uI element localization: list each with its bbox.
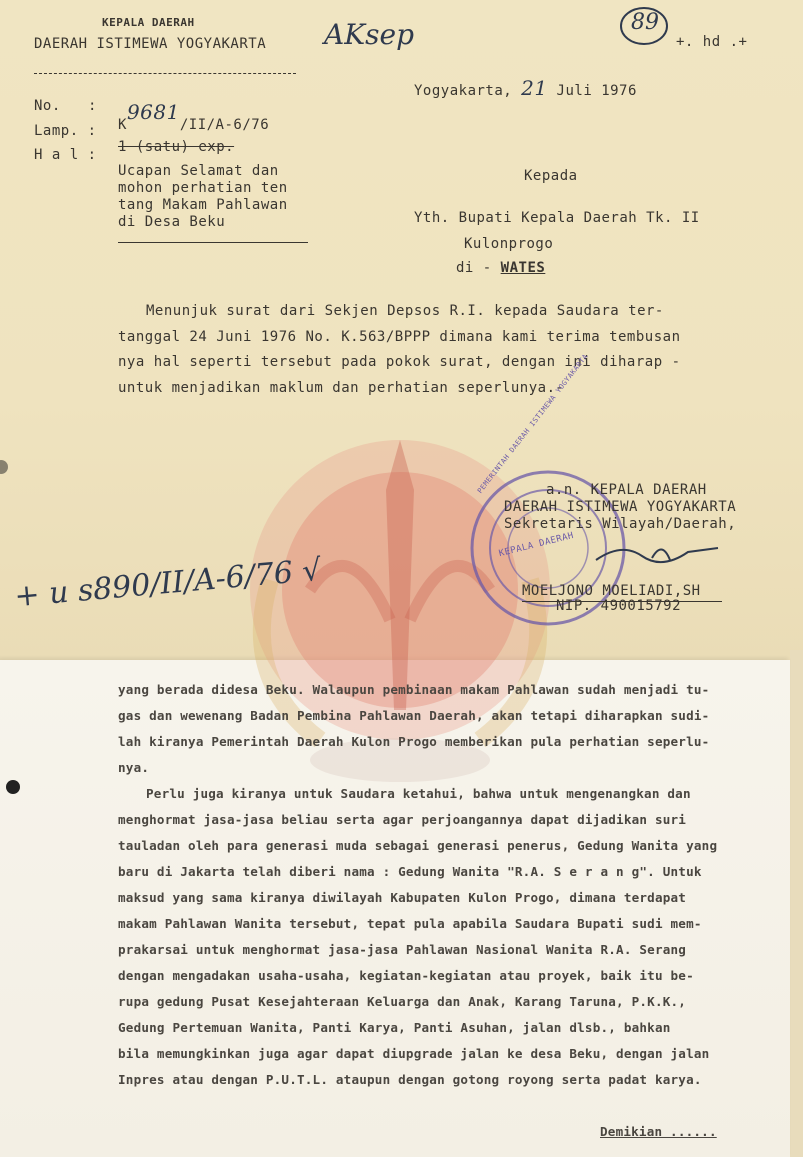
- lamp-label: Lamp. :: [34, 123, 97, 139]
- signatory-nip: NIP. 490015792: [556, 598, 682, 614]
- page2-line: prakarsai untuk menghormat jasa-jasa Pahlawan Nasional Wanita R.A. Serang: [118, 942, 687, 957]
- handwritten-note: AKsep: [324, 18, 415, 51]
- stamp-ring-text: PEMERINTAH DAERAH ISTIMEWA YOGYAKARTA: [476, 352, 590, 495]
- page2-line: Gedung Pertemuan Wanita, Panti Karya, Panti Asuhan, jalan dlsb., bahkan: [118, 1020, 671, 1035]
- top-right-mark: +. hd .+: [676, 34, 748, 50]
- signatory-name: MOELJONO MOELIADI,SH: [522, 583, 701, 599]
- reference-number: K9681/II/A-6/76: [118, 100, 270, 133]
- page2-line: makam Pahlawan Wanita tersebut, tepat pula apabila Saudara Bupati sudi mem-: [118, 916, 702, 931]
- page2-line: dengan mengadakan usaha-usaha, kegiatan-kegiatan atau proyek, baik itu be-: [118, 968, 694, 983]
- body-paragraph-line: nya hal seperti tersebut pada pokok surat, dengan ini diharap -: [118, 354, 681, 370]
- lamp-value: 1 (satu) exp.: [118, 139, 235, 155]
- hal-line: di Desa Beku: [118, 214, 226, 230]
- recipient-line-2: Kulonprogo: [464, 236, 554, 252]
- page2-line: maksud yang sama kiranya diwilayah Kabupaten Kulon Progo, dimana terdapat: [118, 890, 687, 905]
- recipient-line-1: Yth. Bupati Kepala Daerah Tk. II: [414, 210, 700, 226]
- page2-line: baru di Jakarta telah diberi nama : Gedung Wanita "R.A. S e r a n g". Untuk: [118, 864, 702, 879]
- header-divider: [34, 73, 296, 74]
- place-date: Yogyakarta, 21 Juli 1976: [414, 76, 637, 100]
- stamp-inner-text: KEPALA DAERAH: [497, 530, 576, 560]
- page2-line: lah kiranya Pemerintah Daerah Kulon Progo memberikan pula perhatian seperlu-: [118, 734, 710, 749]
- hal-line: mohon perhatian ten: [118, 180, 288, 196]
- paper-edge: [790, 650, 803, 1157]
- hal-label: H a l :: [34, 147, 97, 163]
- signature-region-line: DAERAH ISTIMEWA YOGYAKARTA: [504, 499, 737, 515]
- recipient-kepada: Kepada: [524, 168, 578, 184]
- page2-line: Perlu juga kiranya untuk Saudara ketahui, bahwa untuk mengenangkan dan: [146, 786, 691, 801]
- body-paragraph-line: untuk menjadikan maklum dan perhatian seperlunya.-: [118, 380, 565, 396]
- signature-an-line: a.n. KEPALA DAERAH: [546, 482, 707, 498]
- hal-line: tang Makam Pahlawan: [118, 197, 288, 213]
- no-colon: :: [88, 98, 97, 114]
- agency-line-1: KEPALA DAERAH: [102, 16, 195, 29]
- handwritten-signature-icon: [592, 538, 722, 568]
- no-label: No.: [34, 98, 61, 114]
- margin-handwriting: + u s890/II/A-6/76 √: [13, 552, 323, 615]
- closing-text: Demikian ......: [600, 1124, 717, 1139]
- page2-line: nya.: [118, 760, 150, 775]
- agency-line-2: DAERAH ISTIMEWA YOGYAKARTA: [34, 36, 267, 52]
- page2-line: rupa gedung Pusat Kesejahteraan Keluarga dan Anak, Karang Taruna, P.K.K.,: [118, 994, 687, 1009]
- signature-title-line: Sekretaris Wilayah/Daerah,: [504, 516, 737, 532]
- page2-line: gas dan wewenang Badan Pembina Pahlawan Daerah, akan tetapi diharapkan sudi-: [118, 708, 710, 723]
- page2-line: Inpres atau dengan P.U.T.L. ataupun dengan gotong royong serta padat karya.: [118, 1072, 702, 1087]
- page2-line: bila memungkinkan juga agar dapat diupgrade jalan ke desa Beku, dengan jalan: [118, 1046, 710, 1061]
- circled-number: 89: [631, 10, 659, 35]
- page2-line: menghormat jasa-jasa beliau serta agar perjoangannya dapat dijadikan suri: [118, 812, 687, 827]
- page2-line: tauladan oleh para generasi muda sebagai generasi penerus, Gedung Wanita yang: [118, 838, 718, 853]
- punch-hole-icon: [6, 780, 20, 794]
- subject-underline: [118, 242, 308, 243]
- hal-line: Ucapan Selamat dan: [118, 163, 279, 179]
- body-paragraph-line: tanggal 24 Juni 1976 No. K.563/BPPP dimana kami terima tembusan: [118, 329, 681, 345]
- body-paragraph-line: Menunjuk surat dari Sekjen Depsos R.I. kepada Saudara ter-: [146, 303, 664, 319]
- recipient-line-3: di - WATES: [456, 260, 546, 276]
- page2-line: yang berada didesa Beku. Walaupun pembinaan makam Pahlawan sudah menjadi tu-: [118, 682, 710, 697]
